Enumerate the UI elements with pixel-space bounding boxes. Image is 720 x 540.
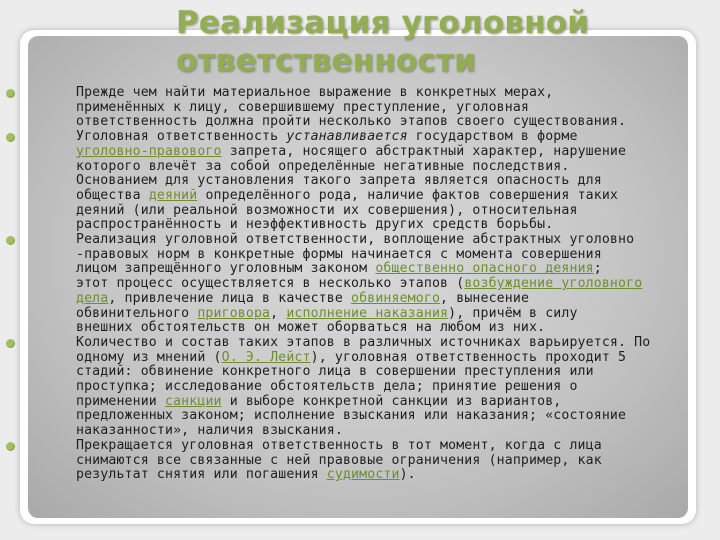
text-segment: этот процесс осуществляется в несколько этапов ( (76, 276, 465, 292)
bullet-marker-icon (6, 133, 15, 142)
text-line (76, 145, 690, 160)
term-link[interactable]: общественно опасного деяния (375, 261, 594, 277)
text-segment: одному из мнений ( (76, 349, 222, 365)
text-segment: Уголовная ответственность (76, 129, 287, 145)
text-segment: , (270, 305, 287, 321)
text-segment: применении (76, 393, 165, 409)
text-line (76, 336, 690, 351)
term-link[interactable]: исполнение наказания (286, 305, 449, 321)
text-segment: применённых к лицу, совершившему преступление, уголовная (76, 99, 530, 115)
term-link[interactable]: дела (76, 290, 109, 306)
text-line (76, 160, 690, 175)
text-line (76, 365, 690, 380)
bullet-marker-icon (6, 339, 15, 348)
text-segment: ответственность должна пройти несколько этапов своего существования. (76, 114, 627, 130)
text-segment: результат снятия или погашения (76, 467, 327, 483)
text-segment: -правовых норм в конкретные формы начинается с момента совершения (76, 246, 602, 262)
text-line (76, 292, 690, 307)
bullet-item (0, 336, 690, 439)
text-line (76, 101, 690, 116)
bullet-item (0, 233, 690, 336)
term-link[interactable]: приговора (197, 305, 271, 321)
text-line (76, 395, 690, 410)
term-link[interactable]: деяний (148, 187, 198, 203)
text-segment: ). (399, 467, 416, 483)
text-segment: которого влечёт за собой определённые негативные последствия. (76, 158, 570, 174)
text-segment: , вынесение (440, 290, 530, 306)
text-segment: , привлечение лица в качестве (108, 290, 352, 306)
text-line (76, 233, 690, 248)
text-segment: Реализация уголовной ответственности, воплощение абстрактных уголовно (76, 232, 635, 248)
term-link[interactable]: санкции (165, 393, 222, 409)
text-segment: ; (593, 261, 602, 277)
text-line (76, 115, 690, 130)
text-line (76, 380, 690, 395)
text-line (76, 189, 690, 204)
text-line (76, 424, 690, 439)
text-segment: распространённость и неэффективность других средств борьбы. (76, 217, 554, 233)
bullet-marker-icon (6, 89, 15, 98)
text-segment: обвинительного (76, 305, 198, 321)
text-line (76, 409, 690, 424)
bullet-marker-icon (6, 236, 15, 245)
text-segment: снимаются все связанные с ней правовые ограничения (например, как (76, 452, 602, 468)
title-line-2: ответственности (176, 43, 477, 79)
text-line (76, 439, 690, 454)
term-link[interactable]: уголовно-правового (76, 143, 222, 159)
text-line (76, 248, 690, 263)
bullet-item (0, 130, 690, 233)
text-segment: лицом запрещённого уголовным законом (76, 261, 376, 277)
text-line (76, 351, 690, 366)
text-segment: Прежде чем найти материальное выражение в конкретных мерах, (76, 85, 554, 100)
text-segment: Количество и состав таких этапов в различных источниках варьируется. По (76, 334, 651, 350)
emphasis-text: устанавливается (286, 129, 408, 145)
bullet-item (0, 439, 690, 483)
text-line (76, 130, 690, 145)
text-line (76, 204, 690, 219)
text-line (76, 174, 690, 189)
text-segment: ), уголовная ответственность проходит 5 (310, 349, 627, 365)
text-segment: общества (76, 187, 149, 203)
text-segment: проступка; исследование обстоятельств дела; принятие решения о (76, 379, 578, 395)
text-segment: стадий: обвинение конкретного лица в совершении преступления или (76, 364, 594, 380)
text-segment: предложенных законом; исполнение взыскания или наказания; «состояние (76, 408, 627, 424)
text-segment: внешних обстоятельств он может оборваться на любом из них. (76, 320, 546, 336)
term-link[interactable]: О. Э. Лейст (221, 349, 311, 365)
text-segment: определённого рода, наличие фактов совершения таких (197, 187, 619, 203)
text-segment: Основанием для установления такого запрета является опасность для (76, 173, 602, 189)
text-line (76, 277, 690, 292)
term-link[interactable]: возбуждение уголовного (464, 276, 643, 292)
slide-title (176, 4, 696, 80)
bullet-item (0, 86, 690, 130)
text-segment: ), причём в силу (448, 305, 578, 321)
text-segment: Прекращается уголовная ответственность в тот момент, когда с лица (76, 437, 602, 453)
title-line-1: Реализация уголовной (176, 5, 590, 41)
bullet-marker-icon (6, 442, 15, 451)
text-line (76, 218, 690, 233)
text-line (76, 468, 690, 483)
text-segment: и выборе конкретной санкции из вариантов, (221, 393, 562, 409)
text-line (76, 321, 690, 336)
text-line (76, 454, 690, 469)
text-line (76, 262, 690, 277)
text-segment: деяний (или реальной возможности их совершения), относительная (76, 202, 578, 218)
text-segment: государством в форме (407, 129, 578, 145)
text-line (76, 86, 690, 101)
bullet-list (0, 86, 690, 483)
text-line (76, 307, 690, 322)
term-link[interactable]: судимости (326, 467, 400, 483)
term-link[interactable]: обвиняемого (351, 290, 441, 306)
text-segment: запрета, носящего абстрактный характер, нарушение (221, 143, 627, 159)
text-segment: наказанности», наличия взыскания. (76, 423, 343, 439)
